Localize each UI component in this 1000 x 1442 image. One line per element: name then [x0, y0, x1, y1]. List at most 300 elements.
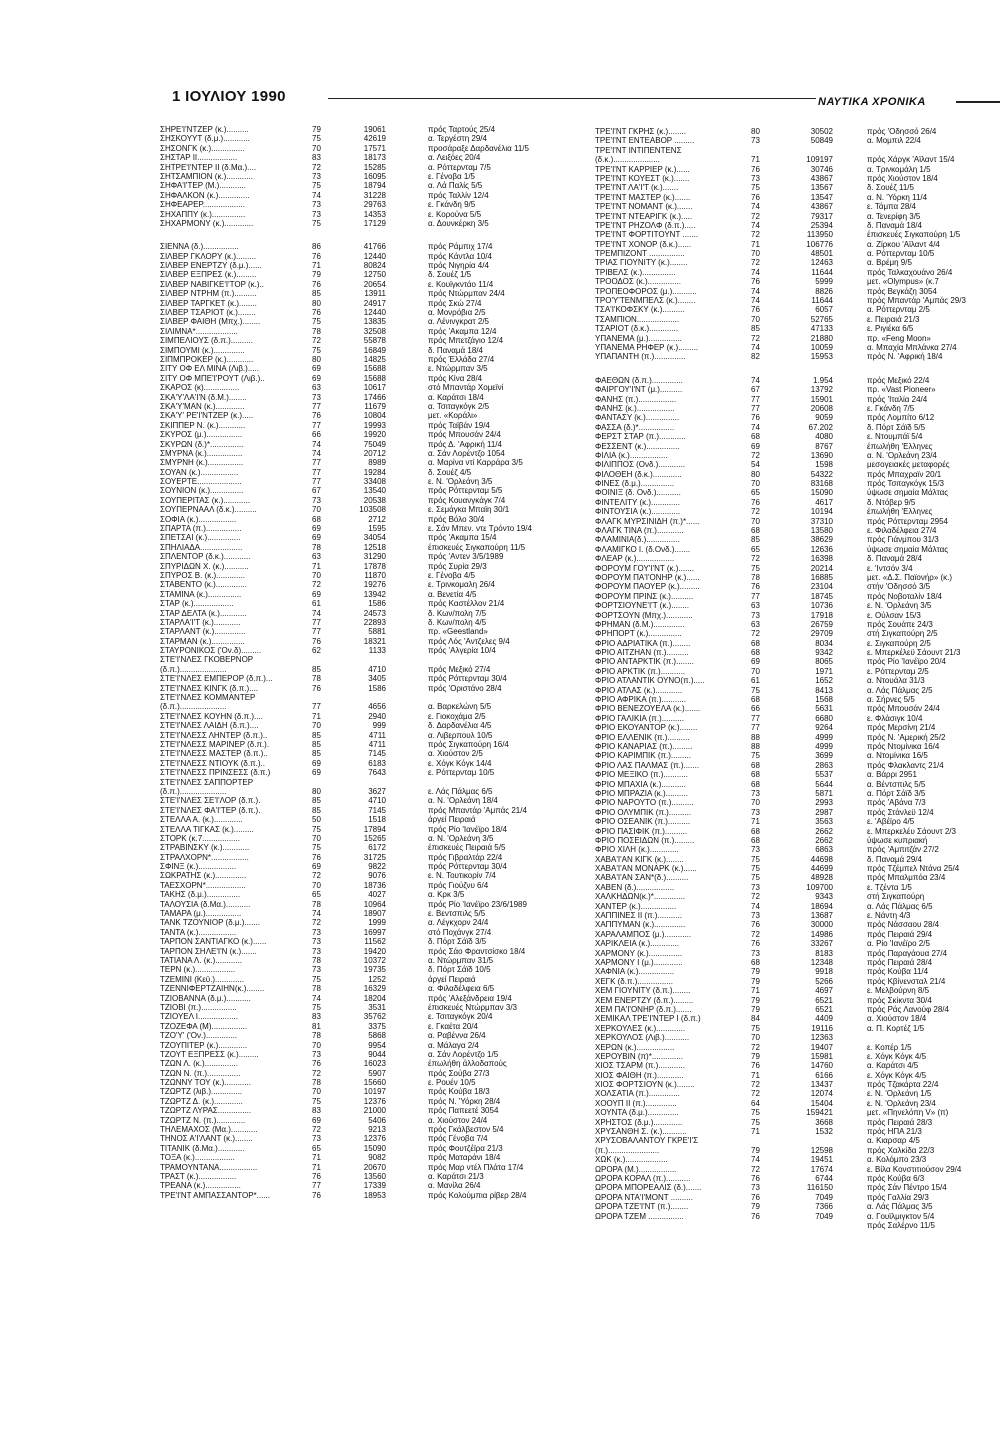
position: πρός Κίνα 28/4	[428, 373, 483, 383]
build-year: 74	[312, 909, 321, 919]
ship-name: ΣΩΚΡΑΤΗΣ (κ.)..............	[160, 871, 247, 881]
build-year: 80	[312, 354, 321, 364]
ship-name: ΦΡΙΟ ΑΝΤΑΡΚΤΙΚ (π.)........	[595, 657, 694, 667]
build-year: 70	[751, 798, 760, 808]
tonnage: 54322	[810, 469, 833, 479]
build-year: 76	[751, 920, 760, 930]
build-year: 76	[312, 852, 321, 862]
build-year: 69	[312, 1115, 321, 1125]
build-year: 75	[751, 183, 760, 193]
position: α. Ντουάλα 31/3	[867, 676, 925, 686]
tonnage: 12518	[363, 542, 386, 552]
ship-name: ΤΙΤΑΝΙΚ (δ.Μα.)............	[160, 1143, 245, 1153]
tonnage: 17918	[810, 610, 833, 620]
ship-name: ΤΡΕ'Ι'ΝΤ ΝΟΜΑΝΤ (κ.).......	[595, 202, 693, 212]
position: ε. Ν. Τουτικορίν 7/4	[428, 871, 496, 881]
tonnage: 6863	[815, 845, 833, 855]
ship-name: ΤΖΩΝ Λ. (κ.)...............	[160, 1059, 238, 1069]
position: ε. Γένοβα 4/5	[428, 570, 476, 580]
ship-name: ΣΤΕ'Ι'ΝΛΕΣ ΣΑΠΠΟΡΤΕΡ	[160, 777, 254, 787]
position: πρός Νιγηρία 4/4	[428, 261, 489, 271]
position: α. Κιαρσαρ 4/5	[867, 1136, 920, 1146]
position: α. Π. Κορτέζ 1/5	[867, 1023, 925, 1033]
ship-name: ΧΕΡΟΥΒΙΝ (π)*..............	[595, 1051, 683, 1061]
ship-name: ΣΚΥΡΟΣ (μ.)................	[160, 430, 243, 440]
build-year: 75	[312, 134, 321, 144]
ship-name: ΤΖΟΖΕΦΑ (Μ)................	[160, 1021, 248, 1031]
tonnage: 16849	[363, 345, 386, 355]
ship-name: ΣΙΠΜΠΡΟΚΕΡ (κ.)............	[160, 354, 254, 364]
position: α. Ν. 'Ορλεάνη 18/4	[428, 796, 498, 806]
tonnage: 1586	[368, 683, 386, 693]
build-year: 77	[312, 477, 321, 487]
build-year: 75	[751, 873, 760, 883]
build-year: 65	[312, 1143, 321, 1153]
tonnage: 12348	[810, 957, 833, 967]
tonnage: 13437	[810, 1080, 833, 1090]
position: α. Σάν Λορέντζο 1054	[428, 448, 505, 458]
position: πρός 'Αβάνα 7/3	[867, 798, 926, 808]
tonnage: 20214	[810, 563, 833, 573]
tonnage: 10964	[363, 899, 386, 909]
position: α. Τρινκομάλη 1/5	[867, 164, 931, 174]
tonnage: 16329	[363, 984, 386, 994]
ship-name: ΦΡΗΜΑΝ (δ.Μ.)..............	[595, 619, 685, 629]
position: ε. Φιλαδέλφεια 27/4	[867, 526, 937, 536]
tonnage: 44699	[810, 864, 833, 874]
ship-name: ΦΛΑΓΚ ΤΙΝΑ (π.)............	[595, 526, 684, 536]
position: α. Λά Παλίς 5/5	[428, 181, 483, 191]
build-year: 78	[312, 1031, 321, 1041]
build-year: 68	[751, 826, 760, 836]
tonnage: 9954	[368, 1040, 386, 1050]
position: πρός Γιάνμπου 31/3	[867, 535, 939, 545]
position: μεσογειακές μεταφορές	[867, 460, 950, 470]
build-year: 70	[312, 1040, 321, 1050]
ship-name: ΦΕΡΣΤ ΣΤΑΡ (π.)............	[595, 432, 686, 442]
position: πρός Ρόττερνταμ 5/5	[428, 486, 503, 496]
build-year: 72	[751, 211, 760, 221]
build-year: 78	[312, 955, 321, 965]
tonnage: 159421	[806, 1108, 833, 1118]
tonnage: 5881	[368, 627, 386, 637]
build-year: 80	[751, 127, 760, 136]
build-year: 76	[312, 636, 321, 646]
ship-name: ΣΙΤΥ ΟΦ ΜΠΕ'Ι'ΡΟΥΤ (Λιβ.)..	[160, 373, 265, 383]
tonnage: 48501	[810, 249, 833, 259]
tonnage: 6183	[368, 758, 386, 768]
tonnage: 8183	[815, 948, 833, 958]
build-year: 72	[751, 507, 760, 517]
ship-name: ΣΟΥΠΕΡΝΑΑΛ (δ.κ.)..........	[160, 505, 257, 515]
position: ε. Ντουμπάϊ 5/4	[867, 432, 923, 442]
tonnage: 17339	[363, 1181, 386, 1191]
ship-name: ΣΙΛΒΕΡ ΕΞΠΡΕΣ (κ.).........	[160, 270, 257, 280]
build-year: 76	[312, 308, 321, 318]
tonnage: 1.954	[812, 375, 833, 385]
position: α. Ντομίνικα 16/5	[867, 751, 928, 761]
tonnage: 4027	[368, 890, 386, 900]
tonnage: 13690	[810, 450, 833, 460]
build-year: 70	[312, 880, 321, 890]
position: α. Καράτσι 21/3	[428, 1171, 484, 1181]
ship-name: ΦΙΝΤΕΛΙΤΥ (κ.).............	[595, 497, 680, 507]
ship-name: ΤΡΟ'Υ'ΤΕΝΜΠΕΛΣ (κ.)........	[595, 296, 696, 306]
build-year: 63	[312, 383, 321, 393]
position: ε. Μπερκελέυ Σάουντ 2/3	[867, 826, 956, 836]
position: ε. Ρόττερνταμ 2/5	[867, 666, 929, 676]
ship-name: ΦΑΝΗΣ (κ.).................	[595, 403, 675, 413]
ship-name: ΤΡΟΟΔΟΣ (κ.)...............	[595, 277, 681, 287]
tonnage: 24917	[363, 298, 386, 308]
ship-name: ΤΖΟΥΠΙΤΕΡ (κ.).............	[160, 1040, 248, 1050]
build-year: 75	[751, 751, 760, 761]
build-year: 69	[312, 758, 321, 768]
position: έπισκευές Σιγκαπούρη 11/5	[428, 542, 526, 552]
tonnage: 75049	[363, 439, 386, 449]
build-year: 70	[751, 666, 760, 676]
build-year: 79	[751, 976, 760, 986]
tonnage: 14825	[363, 354, 386, 364]
build-year: 75	[751, 685, 760, 695]
ship-name: ΣΜΥΡΝΗ (κ.)................	[160, 458, 244, 468]
publication-name: ΝΑΥΤΙΚΑ ΧΡΟΝΙΚΑ	[818, 96, 926, 108]
tonnage: 14760	[810, 1061, 833, 1071]
build-year: 68	[751, 526, 760, 536]
position: πρός Γιβραλτάρ 22/4	[428, 852, 503, 862]
build-year: 65	[751, 544, 760, 554]
tonnage: 15688	[363, 373, 386, 383]
build-year: 70	[312, 1087, 321, 1097]
build-year: 77	[751, 394, 760, 404]
ship-name: ΣΤΑΡ (κ.)..................	[160, 599, 234, 609]
tonnage: 1652	[815, 676, 833, 686]
position: α. Ζίρκου 'Αϊλαντ 4/4	[867, 239, 940, 249]
position: έπωλήθη 'Ελληνες	[867, 507, 933, 517]
position: ε. Φλάσιγκ 10/4	[867, 713, 923, 723]
position: δ. Πόρτ Σάϊδ 10/5	[428, 965, 491, 975]
tonnage: 3627	[368, 786, 386, 796]
build-year: 73	[751, 882, 760, 892]
ship-name: ΤΡΑΜΟΥΝΤΑΝΑ.................	[160, 1162, 258, 1172]
position: δ. Παναμά 18/4	[867, 220, 922, 230]
ship-name: ΤΡΕ'Ι'ΝΤ ΑΜΠΑΣΣΑΝΤΟΡ*......	[160, 1190, 271, 1200]
build-year: 69	[751, 441, 760, 451]
build-year: 68	[751, 835, 760, 845]
build-year: 75	[751, 864, 760, 874]
tonnage: 103508	[359, 505, 386, 515]
build-year: 69	[312, 589, 321, 599]
position: ε. Τζέντα 1/5	[867, 882, 912, 892]
ship-name: ΣΗΦΑΛΚΟΝ (κ.)..............	[160, 190, 250, 200]
tonnage: 18694	[810, 901, 833, 911]
build-year: 68	[312, 514, 321, 524]
ship-name: ΣΗΣΟΝΓΚ (κ.)...............	[160, 143, 245, 153]
build-year: 77	[312, 467, 321, 477]
position: α. Τενερίφη 3/5	[867, 211, 921, 221]
ship-name: ΤΖΙΟΒΙ (π.)................	[160, 1002, 237, 1012]
position: ε. Βίλα Κονστιτιούσον 29/4	[867, 1164, 962, 1174]
position: α. Σήρνες 5/5	[867, 695, 915, 705]
build-year: 72	[312, 871, 321, 881]
tonnage: 19451	[810, 1155, 833, 1165]
position: έπισκευές Πειραιά 5/5	[428, 843, 506, 853]
build-year: 78	[751, 572, 760, 582]
position: ε. Γκάνδη 7/5	[867, 403, 915, 413]
build-year: 65	[312, 890, 321, 900]
build-year: 75	[751, 1108, 760, 1118]
build-year: 70	[312, 143, 321, 153]
ship-name: ΦΟΡΟΥΜ ΓΟΥ'Ι'ΝΤ (κ.).......	[595, 563, 694, 573]
build-year: 74	[751, 375, 760, 385]
tonnage: 4711	[368, 740, 386, 749]
position: πρός Πειραιά 29/4	[867, 929, 933, 939]
position: ε. 'Αβέϊρο 4/5	[867, 817, 915, 827]
tonnage: 19993	[363, 420, 386, 430]
build-year: 73	[312, 1134, 321, 1144]
position: πρός Βεγκάζη 3054	[867, 286, 937, 296]
position: πρός Σούβα 27/3	[428, 1068, 490, 1078]
position: πρός Γαλλία 29/3	[867, 1192, 929, 1202]
ship-name: ΣΙΛΒΕΡ ΝΑΒΙΓΚΕ'Ι'ΤΟΡ (κ.)..	[160, 279, 264, 289]
tonnage: 10197	[363, 1087, 386, 1097]
ship-name: ΣΙΛΒΕΡ ΦΑΙΘΗ (Μπχ.)........	[160, 317, 261, 327]
build-year: 79	[312, 270, 321, 280]
ship-name: ΥΠΑΝΕΜΑ (μ.)...............	[595, 333, 682, 343]
tonnage: 29763	[363, 200, 386, 210]
ship-name: ΦΡΙΟ ΓΑΛΙΚΙΑ (π.)..........	[595, 713, 684, 723]
tonnage: 10617	[363, 383, 386, 393]
tonnage: 12074	[810, 1089, 833, 1099]
build-year: 71	[751, 1127, 760, 1137]
position: δ. Παναμά 28/4	[867, 554, 922, 564]
position: έπισκευές Ντώρμπαν 3/3	[428, 1002, 517, 1012]
position: πρός Χιούστον 18/4	[867, 173, 938, 183]
position: έπισκευές Σιγκαπούρη 1/5	[867, 230, 961, 240]
ship-name: ΣΤΕ'Ι'ΝΛΕΣ ΚΙΝΓΚ (δ.π.)....	[160, 683, 259, 693]
tonnage: 16885	[810, 572, 833, 582]
position: μετ. «Δ.Σ. Παϊονήρ» (κ.)	[867, 572, 953, 582]
tonnage: 8065	[815, 657, 833, 667]
build-year: 72	[312, 336, 321, 346]
tonnage: 12463	[810, 258, 833, 268]
ship-name: ΦΡΙΟ ΑΤΛΑΝΤΙΚ ΟΥΝΟ(π.).....	[595, 676, 705, 686]
position: πρός 'Ιταλία 24/4	[867, 394, 928, 404]
ship-name: ΣΚΑ'Υ' ΡΕ'Ι'ΝΤΖΕΡ (κ.).....	[160, 411, 254, 421]
ship-name: ΩΡΟΡΑ ΜΠΟΡΕΑΛΙΣ (δ.).......	[595, 1183, 702, 1193]
position: πρός Γιούζνυ 6/4	[428, 880, 489, 890]
tonnage: 31725	[363, 852, 386, 862]
ship-name: ΤΡΕ'Ι'ΝΤ ΕΝΤΕΑΒΟΡ .........	[595, 136, 695, 146]
build-year: 73	[751, 136, 760, 146]
ship-name: ΣΤΑΒΕΝΤΟ (κ.)..............	[160, 580, 247, 590]
ship-name: ΤΡΕ'Ι'ΝΤ ΝΤΕΑΡΙΓΚ (κ.).....	[595, 211, 693, 221]
build-year: 78	[312, 984, 321, 994]
build-year: 76	[751, 1192, 760, 1202]
position: ε. 'Ιντσόν 3/4	[867, 563, 913, 573]
position: ε. Τρινκομαλη 26/4	[428, 580, 495, 590]
position: ε. Χόγκ Κόγκ 4/5	[867, 1051, 927, 1061]
position: μετ. «Πηνελόπη V» (π)	[867, 1108, 949, 1118]
tonnage: 18794	[363, 181, 386, 191]
ship-name: ΣΚΑ'Υ'ΜΑΝ (κ.).............	[160, 401, 245, 411]
build-year: 76	[312, 411, 321, 421]
position: μετ. «Κοράλι»	[428, 411, 478, 421]
tonnage: 4409	[815, 1014, 833, 1024]
ship-name: ΣΚΑ'Υ'ΛΑ'Ι'Ν (δ.Μ.)........	[160, 392, 247, 402]
tonnage: 6521	[815, 995, 833, 1005]
position: πρός Γένοβα 7/4	[428, 1134, 488, 1144]
tonnage: 3668	[815, 1117, 833, 1127]
tonnage: 19407	[810, 1042, 833, 1052]
tonnage: 34054	[363, 533, 386, 543]
ship-name: ΣΗΡΕ'Ι'ΝΤΖΕΡ (κ.)..........	[160, 125, 249, 134]
ship-name: ΧΑΡΙΚΛΕΙΑ (κ.).............	[595, 939, 680, 949]
ship-name: ΦΟΡΟΥΜ ΠΑ'Ι'ΟΝΗΡ (κ.)......	[595, 572, 700, 582]
build-year: 85	[312, 740, 321, 749]
build-year: 79	[751, 1004, 760, 1014]
ship-name: ΦΑΕΘΩΝ (δ.π.)..............	[595, 375, 683, 385]
ship-name: ΣΗΣΤΑΡ ΙΙ..................	[160, 153, 238, 163]
ship-name: ΣΚΑΡΟΣ (κ)................	[160, 383, 240, 393]
position: πρός Πειραιά 28/4	[867, 957, 933, 967]
position: πρός Κολούμπια ρίβερ 28/4	[428, 1190, 527, 1200]
tonnage: 4710	[368, 796, 386, 806]
tonnage: 5266	[815, 976, 833, 986]
position: α. Ραβέννα 26/4	[428, 1031, 486, 1041]
build-year: 72	[751, 892, 760, 902]
tonnage: 26759	[810, 619, 833, 629]
ship-name: ΤΖΙΟΒΑΝΝΑ (δ.μ.)...........	[160, 993, 251, 1003]
position: πρός Συρία 29/3	[428, 561, 487, 571]
ship-name: ΤΗΛΕΜΑΧΟΣ (Μα.)............	[160, 1125, 258, 1135]
tonnage: 15660	[363, 1078, 386, 1088]
position: πρός 'Αντεν 3/5/1989	[428, 552, 504, 562]
ship-name: ΤΖΩΡΤΖ ΛΥΡΑΣ...............	[160, 1106, 252, 1116]
ship-name: ΣΦΙΝΞ (κ.).................	[160, 862, 237, 872]
position: ε. Τάμπα 28/4	[867, 202, 916, 212]
ship-name: ΣΟΥΕΡΤΕ....................	[160, 477, 242, 487]
ship-name: ΤΖΩΡΤΖ Δ. (κ.).............	[160, 1096, 243, 1106]
position: πρός Λός 'Αντζελες 9/4	[428, 636, 510, 646]
ship-name: ΣΙΛΒΕΡ ΓΚΛΟΡΥ (κ.).........	[160, 251, 257, 261]
build-year: 77	[312, 617, 321, 627]
tonnage: 16023	[363, 1059, 386, 1069]
position: πρός Σιγκαπούρη 16/4	[428, 740, 509, 749]
ship-name: ΦΡΙΟ ΚΑΡΙΜΠΙΚ (π.).........	[595, 751, 691, 761]
build-year: 75	[312, 317, 321, 327]
build-year: 61	[312, 599, 321, 609]
build-year: 88	[751, 732, 760, 742]
ship-name: ΧΟΛΣΑΤΙΑ (π.)..............	[595, 1089, 680, 1099]
tonnage: 13687	[810, 911, 833, 921]
tonnage: 1595	[368, 524, 386, 534]
position: πρός Ματαράνι 18/4	[428, 1153, 501, 1163]
position: πρός Τσιταγκόγκ 15/3	[867, 479, 944, 489]
ship-name: ΧΙΟΣ ΦΟΡΤΣΙΟΥΝ (κ.)........	[595, 1080, 695, 1090]
tonnage: 19920	[363, 430, 386, 440]
position: πρός Ν. 'Αφρική 18/4	[867, 352, 943, 362]
tonnage: 79317	[810, 211, 833, 221]
ship-name: ΣΙΜΠΟΥΜΙ (κ.)..............	[160, 345, 245, 355]
ship-name: (δ.π.).....................	[160, 664, 227, 674]
ship-name: ΧΡΥΣΑΝΘΗ Σ. (κ.)...........	[595, 1127, 687, 1137]
tonnage: 4617	[815, 497, 833, 507]
position: α. Χιούστον 24/4	[428, 1115, 488, 1125]
build-year: 75	[312, 181, 321, 191]
position: πρός Έλλάδα 27/4	[428, 354, 495, 364]
position: ε. Μελβούρνη 8/5	[867, 986, 930, 996]
tonnage: 5999	[815, 277, 833, 287]
position: ύψωσε σημαία Μάλτας	[867, 544, 949, 554]
position: ε. Χόγκ Κόγκ 4/5	[867, 1070, 927, 1080]
ship-name: ΦΟΡΟΥΜ ΠΡΙΝΣ (κ.)..........	[595, 591, 694, 601]
position: α. Ρόττερνταμ 7/5	[428, 162, 491, 172]
ship-name: ΦΡΙΟ ΜΠΑΧΙΑ (κ.)...........	[595, 779, 686, 789]
build-year: 68	[751, 760, 760, 770]
ship-name: ΧΕΜ ΕΝΕΡΤΖΥ (δ.π.).........	[595, 995, 694, 1005]
position: α. Χιούστον 18/4	[867, 1014, 927, 1024]
build-year: 80	[312, 786, 321, 796]
ship-name: ΦΡΙΟ ΟΛΥΜΠΙΚ (π.)..........	[595, 807, 692, 817]
build-year: 65	[751, 488, 760, 498]
tonnage: 15404	[810, 1098, 833, 1108]
build-year: 77	[751, 713, 760, 723]
build-year: 77	[751, 591, 760, 601]
ship-name: ΤΑΚΗΣ (δ.μ.)...............	[160, 890, 241, 900]
tonnage: 9059	[815, 413, 833, 423]
ship-name: ΣΟΥΝΙΟΝ (κ.)...............	[160, 486, 244, 496]
tonnage: 3531	[368, 1002, 386, 1012]
tonnage: 11870	[364, 570, 386, 580]
ship-name: ΦΛΕΑΡ (κ.).................	[595, 554, 675, 564]
build-year: 77	[312, 401, 321, 411]
build-year: 71	[312, 561, 321, 571]
ship-name: ΦΟΡΤΣΟΥΝ (Μπχ.)............	[595, 610, 693, 620]
ship-name: ΤΑΡΠΟΝ ΣΑΝΤΙΑΓΚΟ (κ.)......	[160, 937, 267, 947]
build-year: 85	[312, 664, 321, 674]
position: ε. Λάς Πάλμας 6/5	[428, 786, 493, 796]
build-year: 74	[751, 286, 760, 296]
position: πρός Πειραιά 28/3	[867, 1117, 933, 1127]
ship-name: ΣΗΧΑΠΠΥ (κ.)...............	[160, 209, 246, 219]
ship-name: ΦΡΙΟ ΑΔΡΙΑΤΙΚΑ (π.)........	[595, 638, 691, 648]
tonnage: 52765	[810, 314, 833, 324]
ship-name: ΦΑΙΡΓΟΥ'Ι'ΝΤ (μ.)..........	[595, 385, 683, 395]
position: πρός Μεξικό 27/4	[428, 664, 491, 674]
ship-name: ΧΙΟΣ ΦΑΙΘΗ (π.)............	[595, 1070, 684, 1080]
ship-name: ΤΡΕ'Ι'ΝΤ ΛΑ'Ι'Τ (κ.).......	[595, 183, 679, 193]
tonnage: 55878	[363, 336, 386, 346]
tonnage: 18907	[363, 909, 386, 919]
position: ε. Σεμάγκα Μπαϊη 30/1	[428, 505, 510, 515]
position: πρός Ν. 'Αμερική 25/2	[867, 732, 946, 742]
tonnage: 15981	[810, 1051, 833, 1061]
tonnage: 18736	[363, 880, 386, 890]
tonnage: 19061	[363, 125, 386, 134]
header-rule-right	[956, 101, 1000, 103]
position: πρός Φουτζέϊρα 21/3	[428, 1143, 503, 1153]
tonnage: 13911	[364, 289, 386, 299]
position: πρός Μαρ ντέλ Πλάτα 17/4	[428, 1162, 524, 1172]
tonnage: 15285	[363, 162, 386, 172]
position: πρός Παπεετέ 3054	[428, 1106, 499, 1116]
tonnage: 38629	[810, 535, 833, 545]
tonnage: 12440	[363, 251, 386, 261]
build-year: 74	[751, 202, 760, 212]
ship-name: ΣΚΙΠΠΕΡ Ν. (κ.)............	[160, 420, 246, 430]
ship-name: ΤΑΝΚ ΤΖΟΥΝΙΟΡ (δ.μ.).......	[160, 918, 260, 928]
